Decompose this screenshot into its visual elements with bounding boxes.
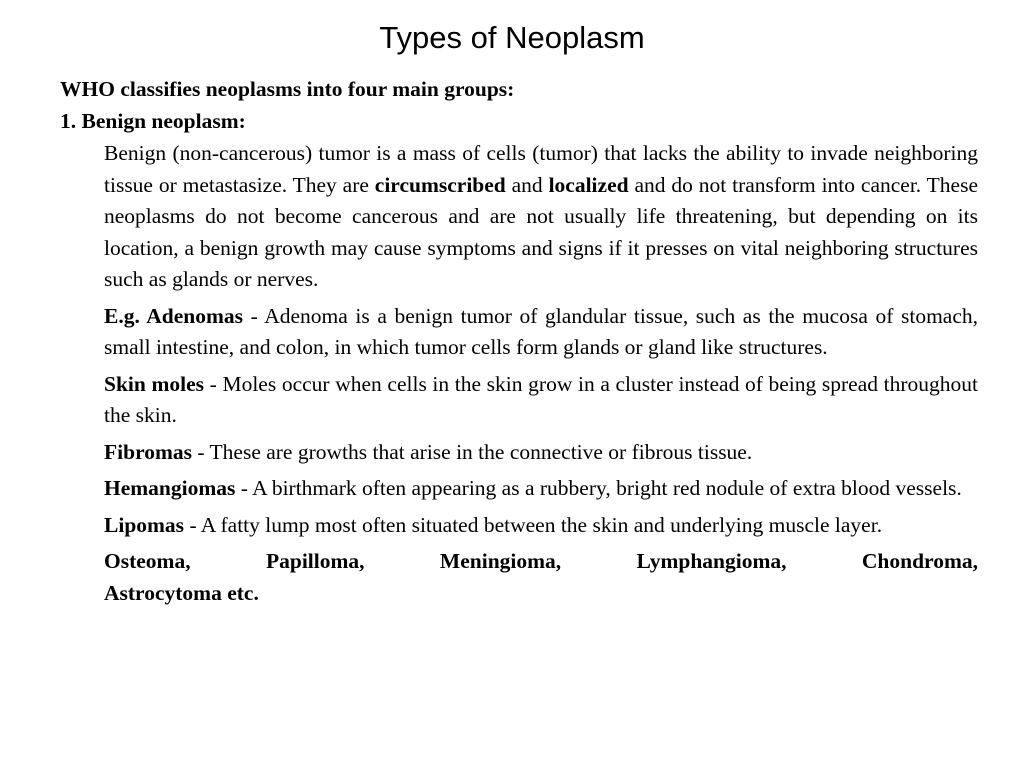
slide-title: Types of Neoplasm xyxy=(379,20,645,55)
example-adenomas xyxy=(104,301,978,364)
example-term: Skin moles xyxy=(104,371,205,396)
example-fibromas xyxy=(104,437,978,469)
example-skin-moles xyxy=(104,369,978,432)
example-desc: - Moles occur when cells in the skin grow in a cluster instead of being spread throughout the skin. xyxy=(104,371,979,427)
example-term: Lipomas xyxy=(104,512,185,537)
other-examples-line-2: Astrocytoma etc. xyxy=(104,580,259,605)
definition-bold-2: localized xyxy=(548,172,629,197)
other-examples-line-1: Osteoma, Papilloma, Meningioma, Lymphangioma, Chondroma, xyxy=(104,549,978,573)
definition-paragraph xyxy=(104,138,978,296)
definition-text-1: Benign (non-cancerous) tumor is a mass of cells (tumor) that lacks the ability to invade neighboring tissue or metastasize. They are xyxy=(104,141,978,197)
other-examples xyxy=(104,546,978,609)
example-term: Hemangiomas xyxy=(104,476,236,500)
example-desc: - A birthmark often appearing as a rubbery, bright red nodule of extra blood vessels. xyxy=(235,476,962,500)
example-desc: - A fatty lump most often situated between the skin and underlying muscle layer. xyxy=(184,512,883,537)
example-term: Fibromas xyxy=(104,439,192,464)
definition-text-2: and xyxy=(505,172,549,197)
example-lipomas xyxy=(104,510,978,542)
example-desc: - Adenoma is a benign tumor of glandular tissue, such as the mucosa of stomach, small intestine, and colon, in which tumor cells form glands or gland like structures. xyxy=(104,303,978,359)
intro-heading: WHO classifies neoplasms into four main groups: xyxy=(60,77,515,101)
example-term: Adenomas xyxy=(146,303,244,328)
section-body xyxy=(104,138,978,609)
example-desc: - These are growths that arise in the connective or fibrous tissue. xyxy=(192,439,753,464)
definition-text-3: and do not transform into cancer. These neoplasms do not become cancerous and are not usually life threatening, but depending on its location, a benign growth may cause symptoms and signs if it presses on vital neighboring structures such as glands or nerves. xyxy=(104,172,978,291)
definition-bold-1: circumscribed xyxy=(374,172,506,197)
section-heading: 1. Benign neoplasm: xyxy=(60,109,246,133)
example-prefix: E.g. xyxy=(104,303,147,328)
slide-content xyxy=(60,74,978,609)
example-hemangiomas xyxy=(104,473,978,505)
